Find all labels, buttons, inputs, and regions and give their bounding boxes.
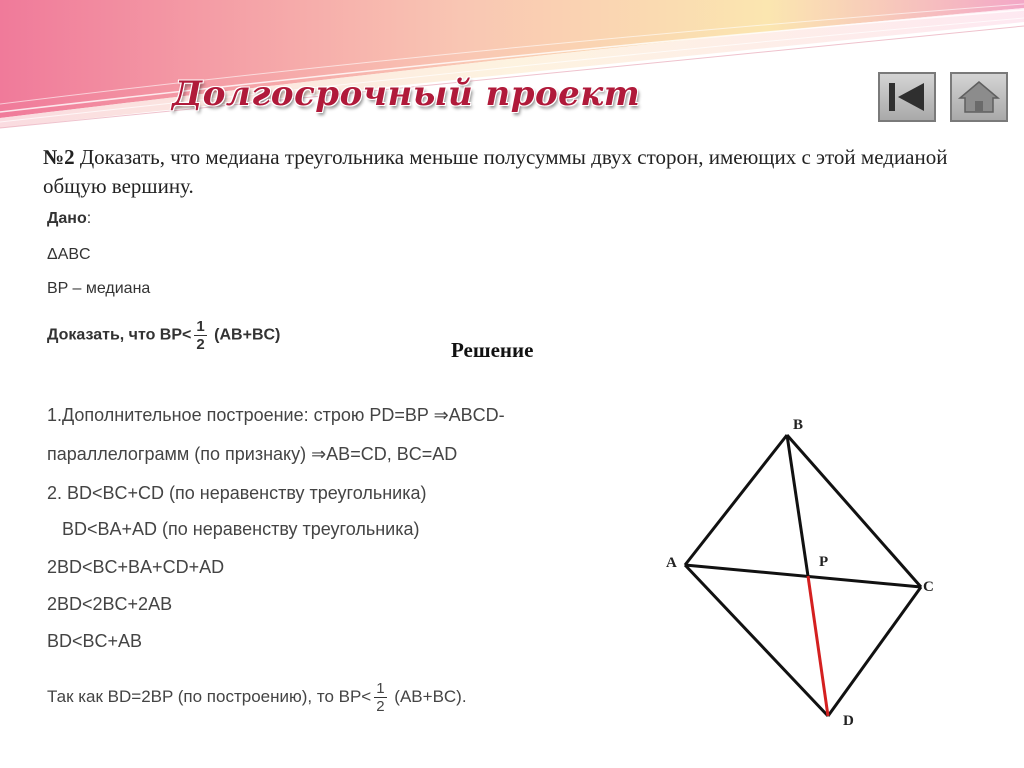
prove-statement [47, 318, 280, 353]
home-icon [952, 74, 1006, 120]
solution-heading: Решение [451, 338, 534, 362]
conclusion-fraction [374, 680, 386, 715]
solution-conclusion [47, 680, 467, 715]
segment-pd [808, 576, 828, 716]
conclusion-tail: (AB+BC). [389, 686, 467, 706]
vertex-label-a: A [666, 555, 677, 571]
prove-fraction-denominator: 2 [196, 336, 205, 353]
conclusion-fraction-numerator: 1 [376, 680, 385, 697]
side-ad [685, 565, 828, 716]
solution-step: параллелограмм (по признаку) ⇒AB=CD, BC=AD [47, 444, 458, 464]
solution-step: 2BD<2BC+2AB [47, 594, 173, 614]
solution-step: BD<BC+AB [47, 631, 143, 651]
conclusion-text: Так как BD=2BP (по построению), то BP< [47, 686, 372, 706]
side-cd [828, 587, 921, 716]
diagonal-ac [685, 565, 921, 587]
vertex-label-c: C [923, 579, 934, 595]
page-title: Долгосрочный проект [172, 74, 641, 114]
solution-step: 2BD<BC+BA+CD+AD [47, 557, 225, 577]
solution-step: 1.Дополнительное построение: строю PD=BP ⇒ABCD- [47, 405, 505, 425]
solution-step: BD<BA+AD (по неравенству треугольника) [47, 519, 420, 539]
prove-tail: (AB+BC) [209, 326, 281, 344]
prove-fraction-numerator: 1 [196, 318, 205, 335]
conclusion-fraction-denominator: 2 [376, 698, 385, 715]
back-button[interactable] [878, 72, 936, 122]
skip-back-icon [880, 74, 934, 120]
given-triangle: ΔABC [47, 246, 91, 263]
given-median: BP – медиана [47, 280, 151, 297]
task-number: №2 [43, 145, 75, 169]
given-colon: : [86, 210, 92, 227]
given-heading [47, 210, 91, 228]
vertex-label-b: B [793, 417, 804, 433]
solution-step: 2. BD<BC+CD (по неравенству треугольника) [47, 483, 427, 503]
prove-fraction [194, 318, 206, 353]
point-label-p: P [819, 554, 829, 570]
prove-label: Доказать, что BP< [47, 326, 192, 344]
home-button[interactable] [950, 72, 1008, 122]
given-label: Дано [47, 210, 87, 227]
parallelogram-diagram [655, 405, 955, 755]
vertex-label-d: D [843, 713, 854, 729]
side-ab [685, 435, 787, 565]
task-text: Доказать, что медиана треугольника меньше полусуммы двух сторон, имеющих с этой медианой общую вершину. [43, 145, 948, 198]
task-statement [43, 143, 963, 201]
